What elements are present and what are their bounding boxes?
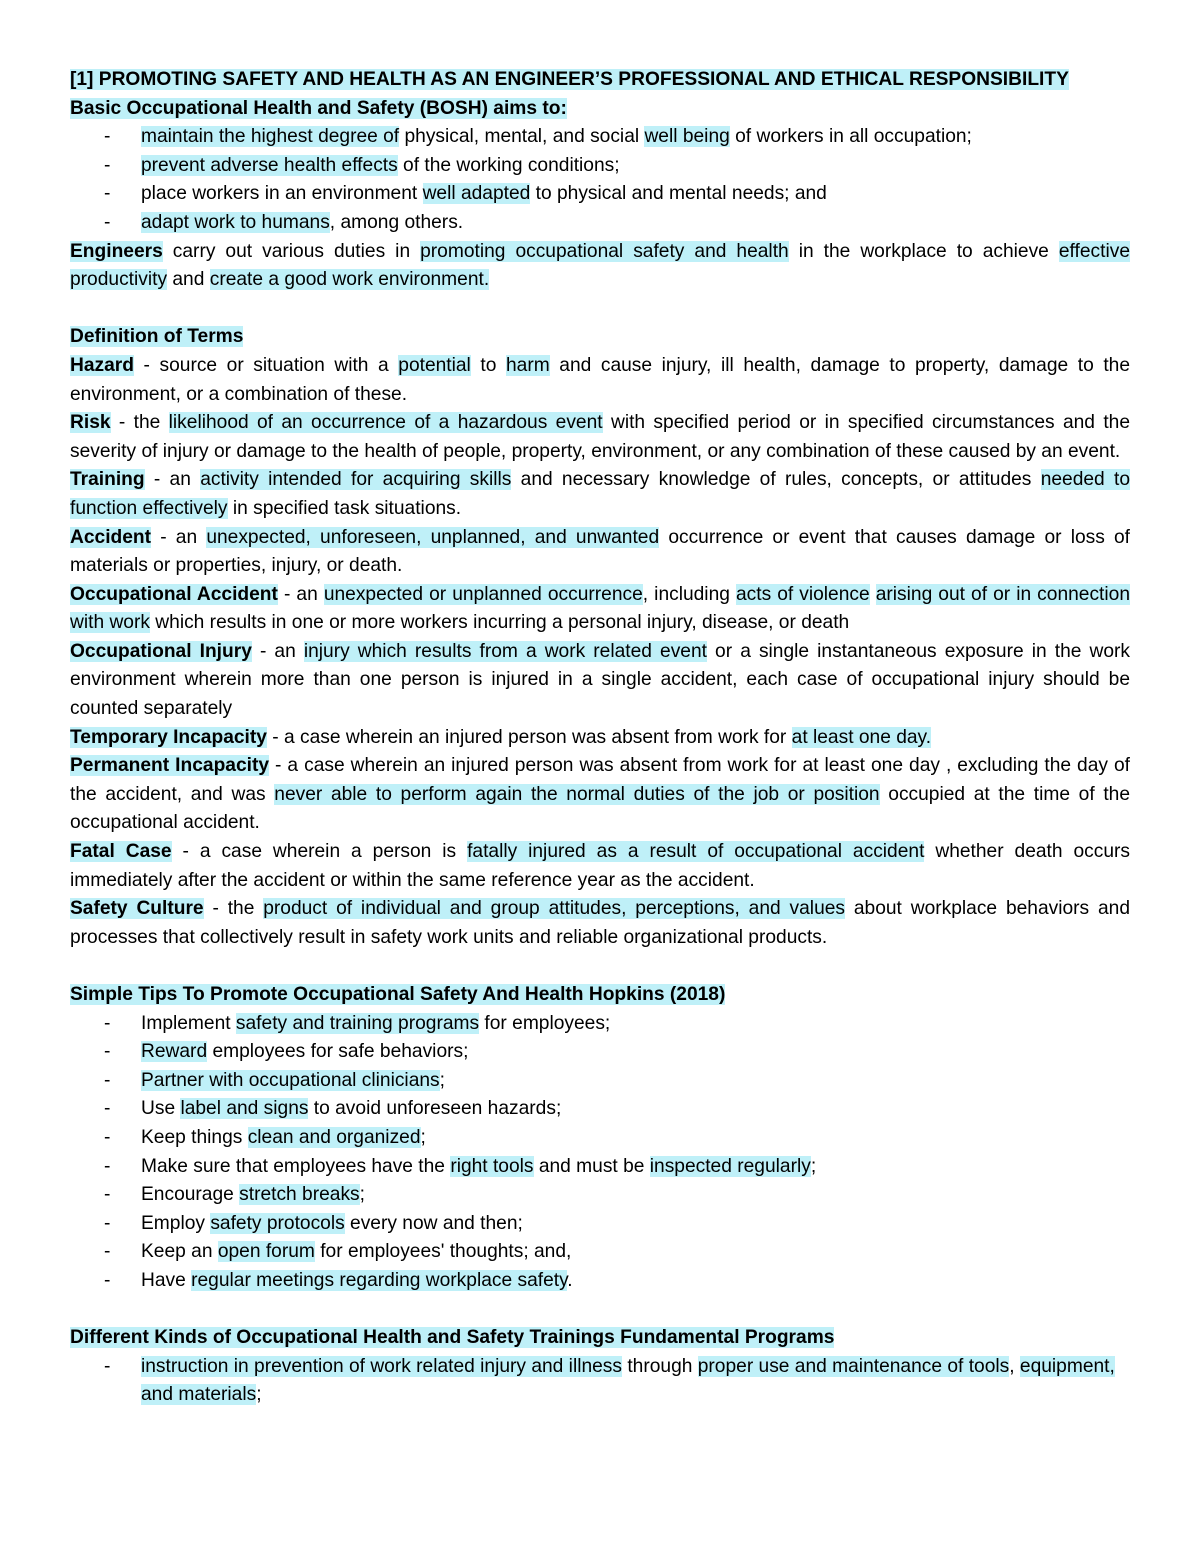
highlighted-text: Temporary Incapacity xyxy=(70,726,267,748)
highlighted-text: equipment, and materials xyxy=(141,1355,1115,1406)
list-item xyxy=(70,1010,1130,1039)
highlighted-text: clean and organized xyxy=(247,1126,421,1148)
list-item xyxy=(70,1124,1130,1153)
highlighted-text: Basic Occupational Health and Safety (BOSH) aims to: xyxy=(70,97,567,119)
definition-fatal-case xyxy=(70,838,1130,895)
text-run: - a case wherein an injured person was absent from work for at least one day , excluding the day of the accident, and was xyxy=(70,755,1130,805)
definition-safety-culture xyxy=(70,895,1130,952)
text-run: which results in one or more workers incurring a personal injury, disease, or death xyxy=(149,612,850,634)
highlighted-text: effective productivity xyxy=(70,240,1130,291)
text-run: to physical and mental needs; and xyxy=(530,183,827,205)
list-item xyxy=(70,1038,1130,1067)
tips-heading xyxy=(70,981,1130,1010)
highlighted-text: fatally injured as a result of occupational accident xyxy=(467,841,925,863)
text-run: - the xyxy=(110,412,169,434)
highlighted-text: Hazard xyxy=(70,354,134,376)
highlighted-text: maintain the highest degree of xyxy=(141,126,400,148)
highlighted-text: Risk xyxy=(70,412,111,434)
highlighted-text: create a good work environment. xyxy=(209,269,490,291)
definition-permanent-incapacity xyxy=(70,752,1130,838)
text-run: ; xyxy=(256,1384,262,1406)
text-run: ; xyxy=(420,1126,426,1148)
highlighted-text: needed to function effectively xyxy=(70,469,1130,519)
list-item xyxy=(70,1210,1130,1239)
text-run: employees for safe behaviors; xyxy=(207,1041,469,1063)
text-run: - source or situation with a xyxy=(133,354,399,376)
highlighted-text: unexpected or unplanned occurrence xyxy=(323,583,643,605)
list-item xyxy=(70,1095,1130,1124)
highlighted-text: safety and training programs xyxy=(235,1012,480,1034)
definition-hazard xyxy=(70,352,1130,409)
text-run: , including xyxy=(642,583,736,605)
text-run: every now and then; xyxy=(344,1212,523,1234)
highlighted-text: prevent adverse health effects xyxy=(141,154,398,176)
highlighted-text: acts of violence xyxy=(735,583,870,605)
trainings-heading xyxy=(70,1324,1130,1353)
text-run xyxy=(870,584,876,605)
text-run: occupied at the time of the occupational accident. xyxy=(70,783,1131,834)
highlighted-text: Definition of Terms xyxy=(70,326,244,348)
bosh-list xyxy=(70,123,1130,237)
engineers-paragraph xyxy=(70,238,1130,295)
highlighted-text: well adapted xyxy=(422,183,531,205)
highlighted-text: Training xyxy=(70,469,145,491)
definition-accident xyxy=(70,524,1130,581)
text-run: physical, mental, and social xyxy=(399,126,645,148)
definition-risk xyxy=(70,409,1130,466)
text-run: Employ xyxy=(141,1212,211,1234)
highlighted-text: Engineers xyxy=(70,240,163,262)
document-title xyxy=(70,66,1130,95)
highlighted-text: proper use and maintenance of tools xyxy=(697,1355,1010,1377)
highlighted-text: Partner with occupational clinicians xyxy=(141,1069,440,1091)
text-run: Make sure that employees have the xyxy=(141,1155,451,1177)
definitions-heading xyxy=(70,323,1130,352)
text-run: - the xyxy=(203,898,264,920)
text-run: - an xyxy=(277,583,324,605)
text-run: carry out various duties in xyxy=(162,240,421,262)
highlighted-text: Different Kinds of Occupational Health and Safety Trainings Fundamental Programs xyxy=(70,1327,835,1349)
highlighted-text: safety protocols xyxy=(210,1212,345,1234)
definition-occupational-injury xyxy=(70,638,1130,724)
highlighted-text: product of individual and group attitudes, perceptions, and values xyxy=(263,898,845,920)
text-run: and cause injury, ill health, damage to property, damage to the environment, or a combination of these. xyxy=(70,354,1130,405)
text-run: Keep things xyxy=(141,1126,248,1148)
list-item xyxy=(70,1238,1130,1267)
text-run: for employees; xyxy=(479,1012,611,1034)
text-run: for employees' thoughts; and, xyxy=(314,1241,572,1263)
text-run: - an xyxy=(151,526,207,548)
text-run: Encourage xyxy=(141,1184,240,1206)
text-run: Implement xyxy=(141,1012,236,1034)
text-run: to avoid unforeseen hazards; xyxy=(308,1098,562,1120)
text-run: ; xyxy=(439,1069,445,1091)
highlighted-text: likelihood of an occurrence of a hazardous event xyxy=(168,412,603,434)
highlighted-text: unexpected, unforeseen, unplanned, and unwanted xyxy=(206,526,660,548)
text-run: , xyxy=(1009,1355,1020,1377)
text-run: Have xyxy=(141,1269,192,1291)
text-run: of workers in all occupation; xyxy=(729,126,972,148)
list-item xyxy=(70,1181,1130,1210)
list-item xyxy=(70,1067,1130,1096)
list-item xyxy=(70,152,1130,181)
trainings-list xyxy=(70,1353,1130,1410)
text-run: - an xyxy=(251,640,304,662)
highlighted-text: Reward xyxy=(141,1041,208,1063)
tips-list xyxy=(70,1010,1130,1296)
highlighted-text: promoting occupational safety and health xyxy=(420,240,789,262)
text-run: place workers in an environment xyxy=(141,183,423,205)
text-run: - a case wherein an injured person was absent from work for xyxy=(266,726,792,748)
definition-temporary-incapacity xyxy=(70,724,1130,753)
list-item xyxy=(70,180,1130,209)
text-run: occurrence or event that causes damage or loss of materials or properties, injury, or death. xyxy=(70,526,1131,577)
text-run: . xyxy=(567,1269,573,1291)
highlighted-text: Occupational Injury xyxy=(70,640,252,662)
list-item xyxy=(70,1353,1130,1410)
text-run: , among others. xyxy=(329,211,464,233)
list-item xyxy=(70,209,1130,238)
highlighted-text: never able to perform again the normal duties of the job or position xyxy=(274,783,880,805)
text-run: whether death occurs immediately after the accident or within the same reference year as the accident. xyxy=(70,841,1131,891)
highlighted-text: Occupational Accident xyxy=(70,583,278,605)
highlighted-text: instruction in prevention of work related injury and illness xyxy=(141,1355,622,1377)
highlighted-text: adapt work to humans xyxy=(141,211,330,233)
highlighted-text: right tools xyxy=(450,1155,534,1177)
text-run: in specified task situations. xyxy=(227,497,462,519)
highlighted-text: stretch breaks xyxy=(239,1184,360,1206)
highlighted-text: activity intended for acquiring skills xyxy=(200,469,512,491)
document-title-text: [1] PROMOTING SAFETY AND HEALTH AS AN ENGINEER’S PROFESSIONAL AND ETHICAL RESPONSIBILITY xyxy=(70,69,1069,90)
text-run: - a case wherein a person is xyxy=(171,841,468,863)
highlighted-text: potential xyxy=(398,354,471,376)
text-run: ; xyxy=(810,1155,817,1177)
text-run: and necessary knowledge of rules, concepts, or attitudes xyxy=(511,469,1041,491)
highlighted-text: inspected regularly xyxy=(649,1155,811,1177)
highlighted-text: Fatal Case xyxy=(70,841,172,863)
list-item xyxy=(70,1153,1130,1182)
bosh-heading xyxy=(70,95,1130,124)
highlighted-text: regular meetings regarding workplace safety xyxy=(191,1269,568,1291)
text-run: of the working conditions; xyxy=(397,154,620,176)
highlighted-text: Permanent Incapacity xyxy=(70,755,270,777)
highlighted-text: label and signs xyxy=(180,1098,309,1120)
text-run: Keep an xyxy=(141,1241,218,1263)
list-item xyxy=(70,123,1130,152)
highlighted-text: Accident xyxy=(70,526,152,548)
definition-occupational-accident xyxy=(70,581,1130,638)
text-run: - an xyxy=(144,469,201,491)
text-run: to xyxy=(470,354,506,376)
text-run: or a single instantaneous exposure in the work environment wherein more than one person is injured in a single accident, each case of occupational injury should be counted separately xyxy=(70,640,1131,720)
text-run: about workplace behaviors and processes that collectively result in safety work units and reliable organizational products. xyxy=(70,898,1131,948)
text-run: and xyxy=(167,269,210,291)
highlighted-text: arising out of or in connection with work xyxy=(70,583,1130,634)
text-run: and must be xyxy=(533,1155,650,1177)
highlighted-text: Simple Tips To Promote Occupational Safety And Health Hopkins (2018) xyxy=(70,984,726,1005)
highlighted-text: at least one day. xyxy=(791,726,932,748)
text-run: ; xyxy=(359,1184,365,1206)
highlighted-text: open forum xyxy=(217,1241,315,1263)
highlighted-text: injury which results from a work related event xyxy=(303,640,707,662)
highlighted-text: well being xyxy=(644,126,730,148)
text-run: in the workplace to achieve xyxy=(788,240,1059,262)
definition-training xyxy=(70,466,1130,523)
list-item xyxy=(70,1267,1130,1296)
highlighted-text: harm xyxy=(505,354,550,376)
text-run: Use xyxy=(141,1098,181,1120)
text-run: with specified period or in specified circumstances and the severity of injury or damage to the health of people, property, environment, or any combination of these caused by an event. xyxy=(70,412,1130,462)
text-run: through xyxy=(622,1355,698,1377)
highlighted-text: Safety Culture xyxy=(70,898,204,920)
